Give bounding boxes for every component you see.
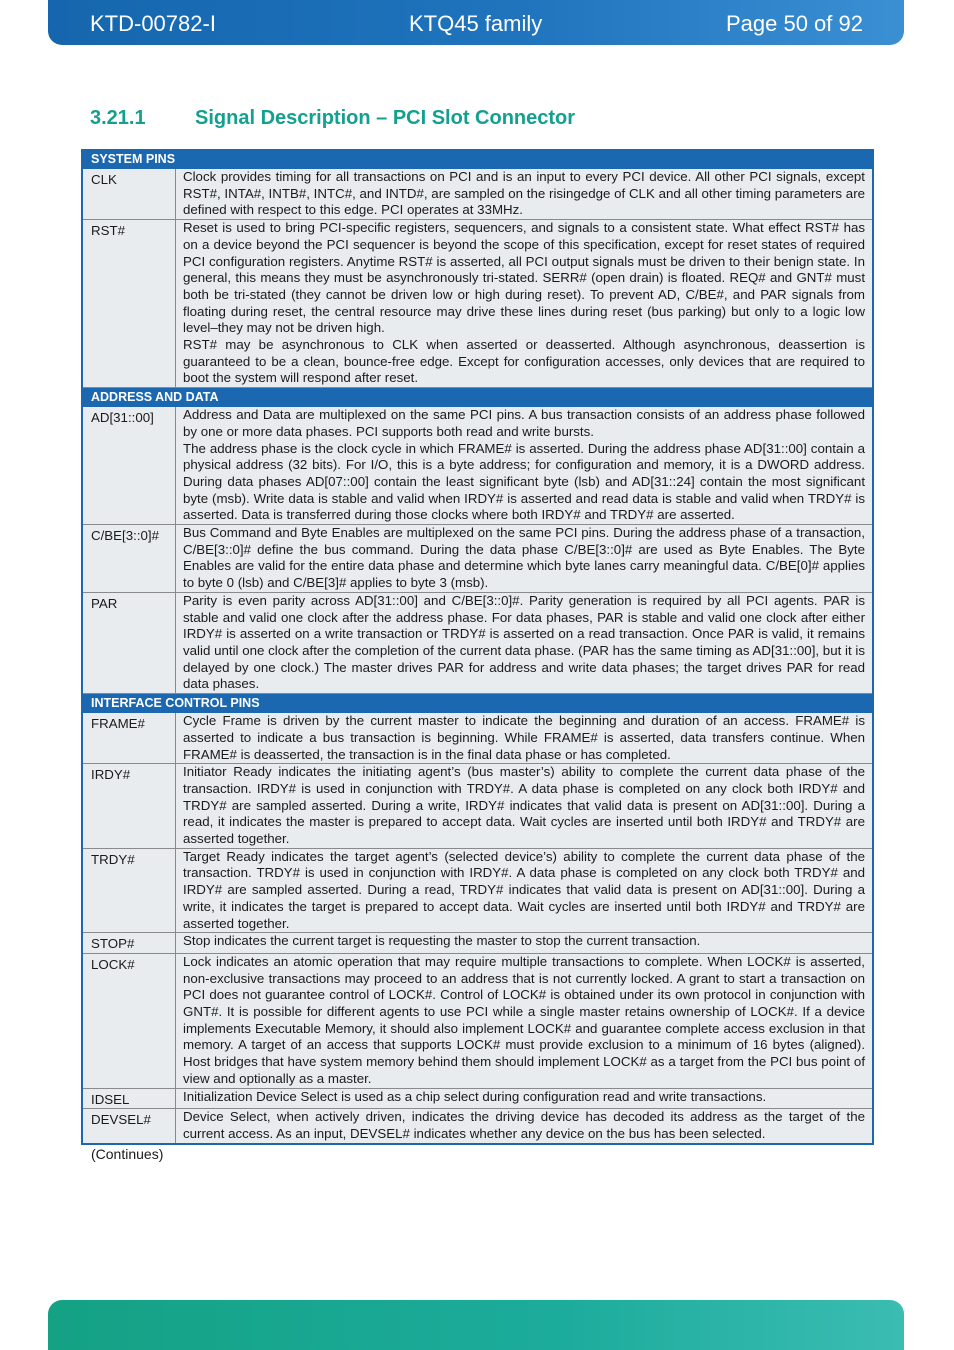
continues-note: (Continues) [91,1146,164,1162]
group-header-row [83,388,874,407]
signal-description-cell [176,933,874,954]
signal-name: CLK [91,172,117,187]
signal-name: DEVSEL# [91,1112,151,1128]
document-id: KTD-00782-I [90,11,216,36]
signal-name: PAR [91,595,118,611]
signal-row [83,764,874,849]
signal-name-cell [83,848,176,933]
signal-description: Initiator Ready indicates the initiating agent’s (bus master’s) ability to complete the current data phase of the transaction. IRDY# is used in conjunction with TRDY#. A data phase is completed on any clock both IRDY# and TRDY# are sampled asserted. During a write, IRDY# indicates that valid data is present on AD[31::00]. During a read, it indicates the master is prepared to accept data. Wait cycles are inserted until both IRDY# and TRDY# are asserted together. [183,764,866,847]
signal-name: RST# [91,223,125,239]
signal-name-cell [83,764,176,849]
signal-name-cell [83,525,176,593]
signal-description-cell [176,525,874,593]
signal-name-cell [83,169,176,220]
signal-description: Lock indicates an atomic operation that may require multiple transactions to complete. When LOCK# is asserted, non-exclusive transactions may proceed to an address that is not currently locked. A grant to start a transaction on PCI does not guarantee control of LOCK#. Control of LOCK# is obtained under its own protocol in conjunction with GNT#. It is possible for different agents to use PCI while a single master retains ownership of LOCK#. If a device implements Executable Memory, it should also implement LOCK# and guarantee complete access exclusion in that memory. A target of an access that supports LOCK# must provide exclusion to a minimum of 16 bytes (aligned). Host bridges that have system memory behind them should implement LOCK# as a target from the PCI bus point of view and optionally as a master. [183,953,866,1086]
signal-description: The address phase is the clock cycle in which FRAME# is asserted. During the address phase AD[31::00] contain a physical address (32 bits). For I/O, this is a byte address; for configuration and memory, it is a DWORD address. During data phases AD[07::00] contain the least significant byte (lsb) and AD[31::24] contain the most significant byte (msb). Write data is stable and valid when IRDY# is asserted and read data is stable and valid when TRDY# is asserted. Data is transferred during those clocks where both IRDY# and TRDY# are asserted. [183,440,866,523]
signal-description-cell [176,713,874,764]
signal-description: Stop indicates the current target is requesting the master to stop the current transaction. [183,933,701,949]
section-heading [90,107,575,130]
signal-name-cell [83,953,176,1088]
signal-row [83,933,874,954]
group-title: ADDRESS AND DATA [83,388,874,407]
signal-description-cell [176,220,874,388]
signal-row [83,1088,874,1109]
signal-name: C/BE[3::0]# [91,528,159,544]
signal-name: TRDY# [91,851,135,867]
signal-name-cell [83,1109,176,1143]
product-family: KTQ45 family [409,11,543,36]
signal-row [83,169,874,220]
page-number: Page 50 of 92 [725,11,863,36]
group-header-row [83,694,874,713]
group-title: INTERFACE CONTROL PINS [83,694,874,713]
signal-row [83,407,874,525]
page-footer [48,1300,904,1350]
signal-name-cell [83,407,176,525]
signal-description-cell [176,407,874,525]
signal-row [83,525,874,593]
signal-name-cell [83,1088,176,1109]
signal-row [83,848,874,933]
signal-description-cell [176,848,874,933]
signal-description: Device Select, when actively driven, indicates the driving device has decoded its address as the target of the current access. As an input, DEVSEL# indicates whether any device on the bus has been selected. [183,1109,866,1141]
signal-row [83,1109,874,1143]
signal-row [83,220,874,388]
signal-description: RST# may be asynchronous to CLK when asserted or deasserted. Although asynchronous, deassertion is guaranteed to be a clean, bounce-free edge. Except for configuration accesses, only devices that are required to boot the system will respond after reset. [183,337,866,386]
signal-row [83,592,874,693]
signal-row [83,713,874,764]
signal-description-cell [176,953,874,1088]
signal-description: Address and Data are multiplexed on the same PCI pins. A bus transaction consists of an address phase followed by one or more data phases. PCI supports both read and write bursts. [183,407,866,439]
signal-description: Reset is used to bring PCI-specific registers, sequencers, and signals to a consistent state. What effect RST# has on a device beyond the PCI sequencer is beyond the scope of this specification, except for reset states of required PCI configuration registers. Anytime RST# is asserted, all PCI output signals must be driven to their benign state. In general, this means they must be asynchronously tri-stated. SERR# (open drain) is floated. REQ# and GNT# must both be tri-stated (they cannot be driven low or high during reset). To prevent AD, C/BE#, and PAR signals from floating during reset, the central resource may drive these lines during reset (bus parking) but only to a logic low level–they may not be driven high. [183,220,866,336]
signal-description: Parity is even parity across AD[31::00] and C/BE[3::0]#. Parity generation is required by all PCI agents. PAR is stable and valid one clock after the address phase. For data phases, PAR is stable and valid one clock after either IRDY# is asserted on a write transaction or TRDY# is asserted on a read transaction. Once PAR is valid, it remains valid until one clock after the completion of the current data phase. (PAR has the same timing as AD[31::00], but it is delayed by one clock.) The master drives PAR for address and write data phases; the target drives PAR for read data phases. [183,592,866,692]
signal-name: LOCK# [91,956,135,972]
group-header-row [83,150,874,169]
signal-description: Clock provides timing for all transactions on PCI and is an input to every PCI device. All other PCI signals, except RST#, INTA#, INTB#, INTC#, and INTD#, are sampled on the risingedge of CLK and all other timing parameters are defined with respect to this edge. PCI operates at 33MHz. [183,169,866,218]
signal-name: STOP# [91,936,135,952]
signal-name-cell [83,592,176,693]
signal-description: Bus Command and Byte Enables are multiplexed on the same PCI pins. During the address phase of a transaction, C/BE[3::0]# define the bus command. During the data phase C/BE[3::0]# are used as Byte Enables. The Byte Enables are valid for the entire data phase and determine which byte lanes carry meaningful data. C/BE[0]# applies to byte 0 (lsb) and C/BE[3]# applies to byte 3 (msb). [183,525,866,591]
signal-name-cell [83,713,176,764]
signal-description-cell [176,592,874,693]
signal-row [83,953,874,1088]
group-title: SYSTEM PINS [83,150,874,169]
signal-name: AD[31::00] [91,410,154,426]
page-header [48,0,904,45]
signal-description-cell [176,764,874,849]
section-title: Signal Description – PCI Slot Connector [195,107,576,129]
section-number: 3.21.1 [90,107,146,129]
signal-description: Cycle Frame is driven by the current master to indicate the beginning and duration of an access. FRAME# is asserted to indicate a bus transaction is beginning. While FRAME# is asserted, data transfers continue. When FRAME# is deasserted, the transaction is in the final data phase or has completed. [183,713,866,762]
signal-table-body [83,150,874,1144]
signal-description-cell [176,1088,874,1109]
signal-description: Target Ready indicates the target agent’s (selected device’s) ability to complete the current data phase of the transaction. TRDY# is used in conjunction with IRDY#. A data phase is completed on any clock both TRDY# and IRDY# are sampled asserted. During a read, TRDY# indicates that valid data is present on AD[31::00]. During a write, it indicates the target is prepared to accept data. Wait cycles are inserted until both IRDY# and TRDY# are asserted together. [183,848,866,931]
signal-description-cell [176,169,874,220]
signal-name-cell [83,933,176,954]
signal-name-cell [83,220,176,388]
signal-name: FRAME# [91,716,145,732]
signal-table [82,149,874,1144]
signal-name: IRDY# [91,767,131,783]
signal-description-cell [176,1109,874,1143]
signal-description: Initialization Device Select is used as a chip select during configuration read and write transactions. [183,1088,767,1104]
signal-name: IDSEL [91,1091,130,1107]
